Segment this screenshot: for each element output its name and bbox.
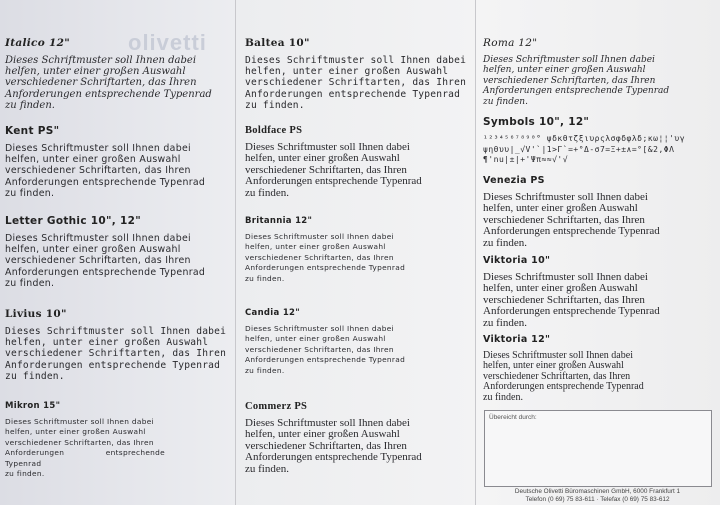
- sample-letter-gothic: [5, 215, 227, 289]
- font-title: Boldface PS: [245, 125, 303, 136]
- sample-paragraph: Dieses Schriftmuster soll Ihnen dabei helfen, unter einer großen Auswahl verschiedener Schriftarten, das Ihren Anforderungen entsprechende Typenrad zu finden.: [483, 350, 644, 403]
- font-title: Letter Gothic 10", 12": [5, 215, 142, 227]
- symbol-lines: ¹²³⁴⁵⁶⁷⁸⁹⁰° ψδκθτζξιυρςλσφδφλδ;κω¦¦'υγ ψηθυυ|_√V'`|1>Γ`=+°Δ-σ7=Ξ+±∧=°[&2,ΦΛ ¶'nu|±|+'Ψπ≈≈√'√: [483, 134, 686, 165]
- sample-commerz: [245, 401, 470, 475]
- sample-paragraph: Dieses Schriftmuster soll Ihnen dabei helfen, unter einer großen Auswahl verschiedener Schriftarten, das Ihren Anforderungen entsprechende Typenrad zu finden.: [245, 55, 467, 111]
- dealer-stamp-box: [484, 410, 712, 487]
- sample-italico: [5, 37, 227, 111]
- sample-candia: [245, 308, 435, 376]
- font-title: Commerz PS: [245, 401, 308, 412]
- sample-paragraph: Dieses Schriftmuster soll Ihnen dabei helfen, unter einer großen Auswahl verschiedener Schriftarten, das Ihren Anforderungen entsprechende Typenrad zu finden.: [5, 233, 206, 289]
- font-title: Mikron 15": [5, 401, 61, 411]
- sample-paragraph: Dieses Schriftmuster soll Ihnen dabei helfen, unter einer großen Auswahl verschiedener Schriftarten, das Ihren Anforderungen entsprechende Typenrad zu finden.: [245, 232, 406, 283]
- font-title: Baltea 10": [245, 37, 310, 49]
- footer-contact: Telefon (0 69) 75 83-611 · Telefax (0 69) 75 83-612: [525, 496, 670, 503]
- font-title: Viktoria 12": [483, 334, 551, 345]
- sample-roma: [483, 37, 673, 107]
- font-title: Kent PS": [5, 125, 60, 137]
- sample-paragraph: Dieses Schriftmuster soll Ihnen dabei helfen, unter einer großen Auswahl verschiedener Schriftarten, das Ihren Anforderungen entsprechende Typenrad zu finden.: [5, 55, 212, 111]
- sample-venezia: [483, 175, 713, 249]
- sample-paragraph: Dieses Schriftmuster soll Ihnen dabei helfen, unter einer großen Auswahl verschiedener Schriftarten, das Ihren Anforderungen entsprechende Typenrad zu finden.: [483, 271, 660, 329]
- sample-paragraph: Dieses Schriftmuster soll Ihnen dabei helfen, unter einer großen Auswahl verschiedener Schriftarten, das Ihren Anforderungen entsprechende Typenrad zu finden.: [5, 143, 206, 199]
- sample-paragraph: Dieses Schriftmuster soll Ihnen dabei helfen, unter einer großen Auswahl verschiedener Schriftarten, das Ihren Anforderungen entsprechende Typenrad zu finden.: [5, 326, 227, 382]
- font-title: Roma 12": [483, 37, 538, 49]
- font-title: Viktoria 10": [483, 255, 551, 266]
- sample-britannia: [245, 216, 435, 284]
- sample-paragraph: Dieses Schriftmuster soll Ihnen dabei helfen, unter einer großen Auswahl verschiedener Schriftarten, das Ihren Anforderungen entsprechende Typenrad zu finden.: [483, 191, 660, 249]
- font-title: Italico 12": [5, 37, 70, 49]
- font-title: Britannia 12": [245, 216, 313, 226]
- font-title: Symbols 10", 12": [483, 116, 590, 128]
- sample-kent: [5, 125, 227, 199]
- stamp-label: Übereicht durch:: [489, 414, 537, 421]
- sample-viktoria-10: [483, 255, 713, 329]
- sample-paragraph: Dieses Schriftmuster soll Ihnen dabei helfen, unter einer großen Auswahl verschiedener Schriftarten, das Ihren Anforderungen entsprechende Typenrad zu finden.: [245, 141, 422, 199]
- sample-mikron: [5, 401, 165, 479]
- font-title: Livius 10": [5, 308, 67, 320]
- sample-boldface: [245, 125, 470, 199]
- font-title: Venezia PS: [483, 175, 545, 186]
- sample-paragraph: Dieses Schriftmuster soll Ihnen dabei helfen, unter einer großen Auswahl verschiedener Schriftarten, das Ihren Anforderungen entsprechende Typenrad zu finden.: [5, 417, 165, 479]
- sample-paragraph: Dieses Schriftmuster soll Ihnen dabei helfen, unter einer großen Auswahl verschiedener Schriftarten, das Ihren Anforderungen entsprechende Typenrad zu finden.: [245, 324, 406, 375]
- footer-company: Deutsche Olivetti Büromaschinen GmbH, 6000 Frankfurt 1: [514, 488, 681, 495]
- font-title: Candia 12": [245, 308, 300, 318]
- sample-paragraph: Dieses Schriftmuster soll Ihnen dabei helfen, unter einer großen Auswahl verschiedener Schriftarten, das Ihren Anforderungen entsprechende Typenrad zu finden.: [483, 55, 670, 107]
- sample-symbols: [483, 116, 715, 166]
- sample-viktoria-12: [483, 334, 673, 403]
- sample-livius: [5, 308, 227, 382]
- olivetti-watermark: olivetti: [128, 30, 207, 55]
- sample-paragraph: Dieses Schriftmuster soll Ihnen dabei helfen, unter einer großen Auswahl verschiedener Schriftarten, das Ihren Anforderungen entsprechende Typenrad zu finden.: [245, 417, 422, 475]
- sample-baltea: [245, 37, 470, 111]
